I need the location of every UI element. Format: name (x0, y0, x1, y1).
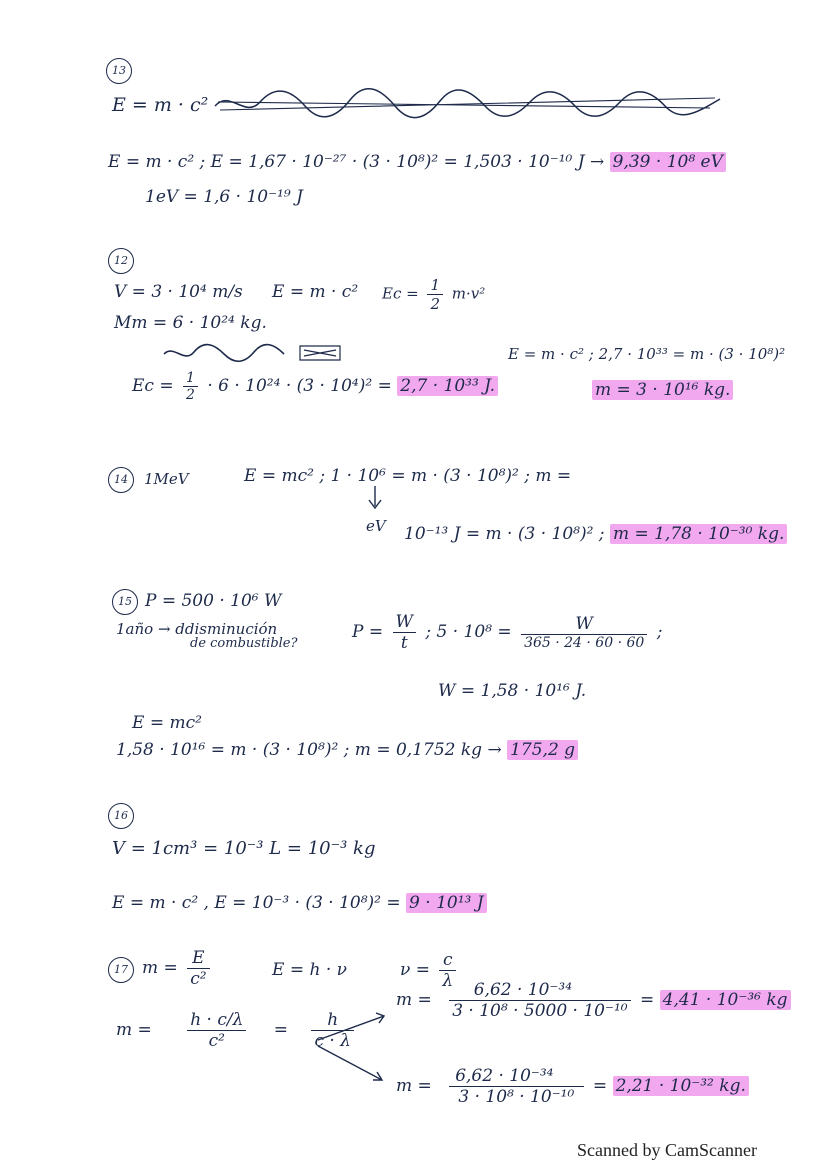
problem-13-number: 13 (106, 58, 132, 84)
p17-e-over-c2: $\frac{E}{\text{c²}}$ (187, 948, 209, 989)
p16-volume: V = 1cm³ = 10⁻³ L = 10⁻³ kg (112, 838, 376, 859)
p17-equals: = (273, 1020, 289, 1040)
p17-r1-equals: = (640, 990, 655, 1010)
p13-ev-conversion: 1eV = 1,6 · 10⁻¹⁹ J (145, 187, 303, 207)
p14-equation-1: E = mc² ; 1 · 10⁶ = m · (3 · 10⁸)² ; m = (244, 466, 572, 486)
p17-hc-over-c2: $\frac{h \cdot c/\lambda}{\text{c²}}$ (187, 1010, 246, 1051)
p12-half-fraction: $\frac{1}{2}$ (427, 276, 443, 313)
p15-end: ; (656, 622, 663, 642)
p15-work-result: W = 1,58 · 10¹⁶ J. (438, 681, 587, 701)
p15-year-question: 1año → ddisminución (116, 620, 278, 638)
p15-w-over-t: $\frac{W}{t}$ (393, 612, 416, 653)
scanner-watermark: Scanned by CamScanner (577, 1140, 757, 1160)
p17-r2-fraction: $\frac{\text{6,62 · 10⁻³⁴}}{\text{3 · 10⁸ · 10⁻¹⁰}}$ (449, 1066, 583, 1107)
p17-r1-fraction: $\frac{\text{6,62 · 10⁻³⁴}}{\text{3 · 10⁸ · 5000 · 10⁻¹⁰}}$ (449, 980, 630, 1021)
p15-seconds-fraction: $\frac{W}{365 \cdot 24 \cdot 60 \cdot 60}$ (521, 614, 647, 651)
problem-12-number: 12 (108, 248, 134, 274)
p15-mid: ; 5 · 10⁸ = (425, 622, 512, 642)
p12-earth-mass: Mт = 6 · 10²⁴ kg. (114, 313, 267, 333)
p17-result-1 (396, 980, 791, 1021)
p14-result-highlight: m = 1,78 · 10⁻³⁰ kg. (610, 524, 787, 544)
p17-m1-label: m = (142, 958, 178, 978)
p12-calc-fraction: $\frac{1}{2}$ (183, 370, 198, 403)
p15-power: P = 500 · 10⁶ W (145, 591, 282, 611)
p17-c-over-lambda: $\frac{c}{\lambda}$ (439, 950, 456, 991)
p15-fuel-question: de combustible? (190, 636, 298, 651)
p17-r2-result-highlight: 2,21 · 10⁻³² kg. (613, 1076, 749, 1096)
problem-15-number: 15 (112, 589, 138, 615)
p17-result-2 (396, 1066, 749, 1107)
p17-r2-label: m = (396, 1076, 432, 1096)
p13-result-highlight: 9,39 · 10⁸ eV (610, 152, 726, 172)
p15-result-highlight: 175,2 g (507, 740, 578, 760)
p17-m2-label: m = (116, 1020, 152, 1040)
p12-mass-result-highlight: m = 3 · 10¹⁶ kg. (592, 380, 733, 400)
p15-calc-text: 1,58 · 10¹⁶ = m · (3 · 10⁸)² ; m = 0,1752 kg → (116, 740, 502, 760)
p15-p-label: P = (352, 622, 384, 642)
p14-ev-label: eV (366, 517, 386, 535)
p17-r1-label: m = (396, 990, 432, 1010)
p16-result-highlight: 9 · 10¹³ J (406, 893, 487, 913)
p16-calc-text: E = m · c² , E = 10⁻³ · (3 · 10⁸)² = (112, 893, 401, 913)
p12-calc-body: · 6 · 10²⁴ · (3 · 10⁴)² = (207, 376, 392, 396)
p15-energy-formula: E = mc² (132, 713, 202, 733)
p12-ec-label: Ec = (382, 284, 419, 303)
p13-formula: E = m · c² (112, 94, 209, 116)
problem-14-number: 14 (108, 467, 134, 493)
problem-16-number: 16 (108, 803, 134, 829)
p17-photon-energy: E = h · ν (272, 960, 347, 980)
p13-calc-text: E = m · c² ; E = 1,67 · 10⁻²⁷ · (3 · 10⁸)² = 1,503 · 10⁻¹⁰ J → (108, 152, 605, 172)
p12-mass-equation: E = m · c² ; 2,7 · 10³³ = m · (3 · 10⁸)² (508, 345, 786, 363)
p12-ec-result-highlight: 2,7 · 10³³ J. (397, 376, 498, 396)
p14-mev: 1MeV (144, 470, 189, 488)
p17-h-over-clambda: $\frac{h}{c \cdot \lambda}$ (311, 1010, 354, 1051)
p14-eq2-text: 10⁻¹³ J = m · (3 · 10⁸)² ; (404, 524, 605, 544)
p17-r2-equals: = (592, 1076, 608, 1096)
p12-energy-formula: E = m · c² (272, 282, 359, 302)
problem-17-number: 17 (108, 957, 134, 983)
p12-calc-label: Ec = (132, 376, 174, 396)
p12-ec-tail: m·v² (451, 284, 486, 303)
p17-v-label: ν = (400, 960, 430, 980)
p12-velocity: V = 3 · 10⁴ m/s (114, 282, 243, 302)
p17-r1-result-highlight: 4,41 · 10⁻³⁶ kg (660, 990, 791, 1010)
